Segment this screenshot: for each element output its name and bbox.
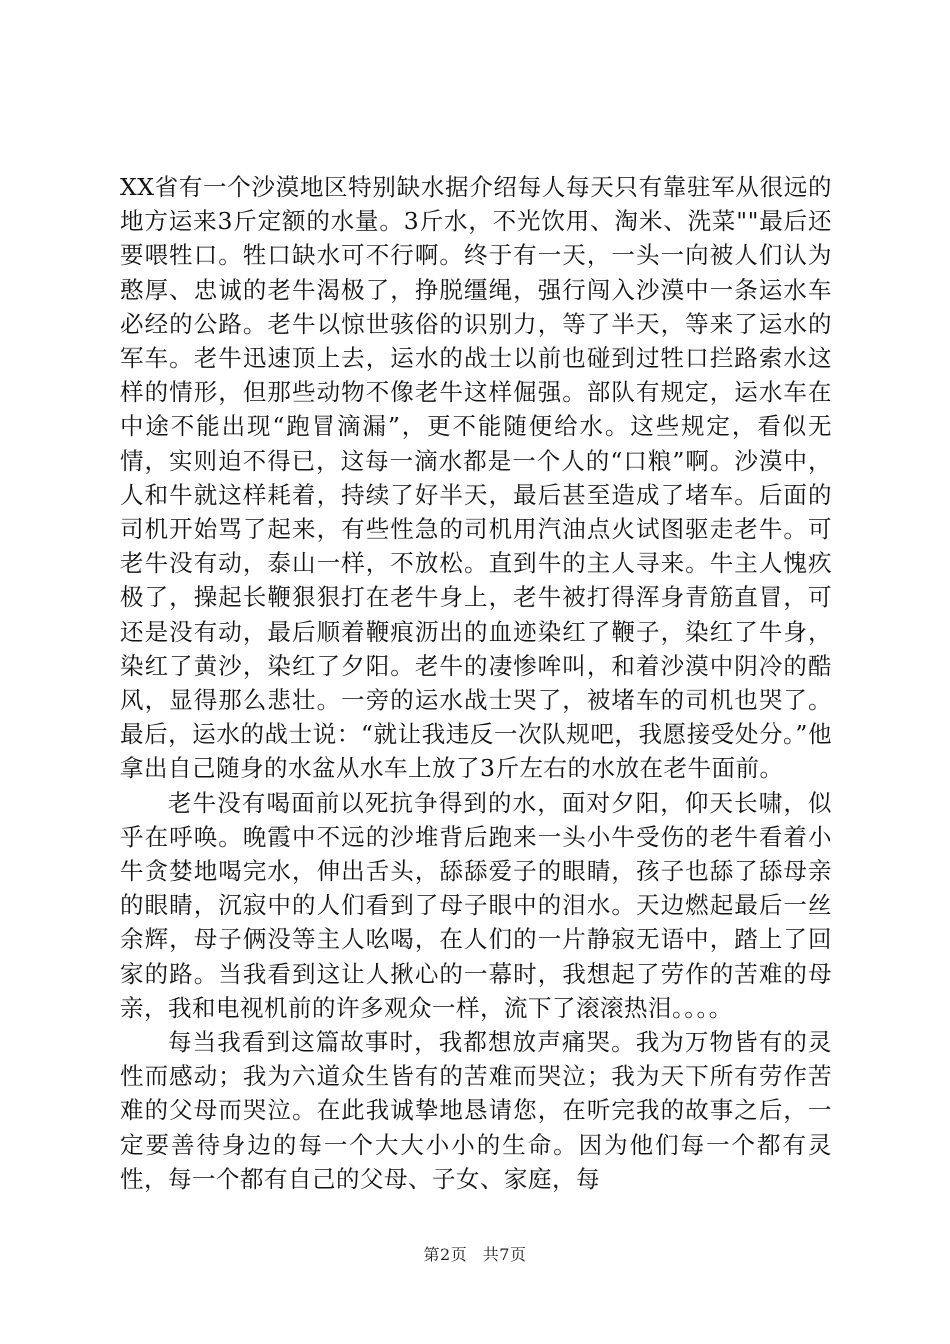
paragraph-1: XX省有一个沙漠地区特别缺水据介绍每人每天只有靠驻军从很远的地方运来3斤定额的水量。3斤水，不光饮用、淘米、洗菜""最后还要喂牲口。牲口缺水可不行啊。终于有一天，一头一向被人们认为憨厚、忠诚的老牛渴极了，挣脱缰绳，强行闯入沙漠中一条运水车必经的公路。老牛以惊世骇俗的识别力，等了半天，等来了运水的军车。老牛迅速顶上去，运水的战士以前也碰到过牲口拦路索水这样的情形，但那些动物不像老牛这样倔强。部队有规定，运水车在中途不能出现“跑冒滴漏”，更不能随便给水。这些规定，看似无情，实则迫不得已，这每一滴水都是一个人的“口粮”啊。沙漠中，人和牛就这样耗着，持续了好半天，最后甚至造成了堵车。后面的司机开始骂了起来，有些性急的司机用汽油点火试图驱走老牛。可老牛没有动，泰山一样，不放松。直到牛的主人寻来。牛主人愧疚极了，操起长鞭狠狠打在老牛身上，老牛被打得浑身青筋直冒，可还是没有动，最后顺着鞭痕沥出的血迹染红了鞭子，染红了牛身，染红了黄沙，染红了夕阳。老牛的凄惨哞叫，和着沙漠中阴冷的酷风，显得那么悲壮。一旁的运水战士哭了，被堵车的司机也哭了。最后，运水的战士说：“就让我违反一次队规吧，我愿接受处分。”他拿出自己随身的水盆从水车上放了3斤左右的水放在老牛面前。 xyxy=(120,173,832,783)
paragraph-3: 每当我看到这篇故事时，我都想放声痛哭。我为万物皆有的灵性而感动；我为六道众生皆有的苦难而哭泣；我为天下所有劳作苦难的父母而哭泣。在此我诚挚地恳请您，在听完我的故事之后，一定要善待身边的每一个大大小小的生命。因为他们每一个都有灵性，每一个都有自己的父母、子女、家庭，每 xyxy=(120,1028,832,1193)
page-footer xyxy=(0,1242,950,1265)
page-total: 共7页 xyxy=(482,1245,527,1264)
page-number: 第2页 xyxy=(423,1245,468,1264)
document-body xyxy=(120,170,832,1196)
paragraph-2: 老牛没有喝面前以死抗争得到的水，面对夕阳，仰天长啸，似乎在呼唤。晚霞中不远的沙堆背后跑来一头小牛受伤的老牛看着小牛贪婪地喝完水，伸出舌头，舔舔爱子的眼睛，孩子也舔了舔母亲的眼睛，沉寂中的人们看到了母子眼中的泪水。天边燃起最后一丝余辉，母子俩没等主人吆喝，在人们的一片静寂无语中，踏上了回家的路。当我看到这让人揪心的一幕时，我想起了劳作的苦难的母亲，我和电视机前的许多观众一样，流下了滚滚热泪。。。。 xyxy=(120,788,832,1022)
